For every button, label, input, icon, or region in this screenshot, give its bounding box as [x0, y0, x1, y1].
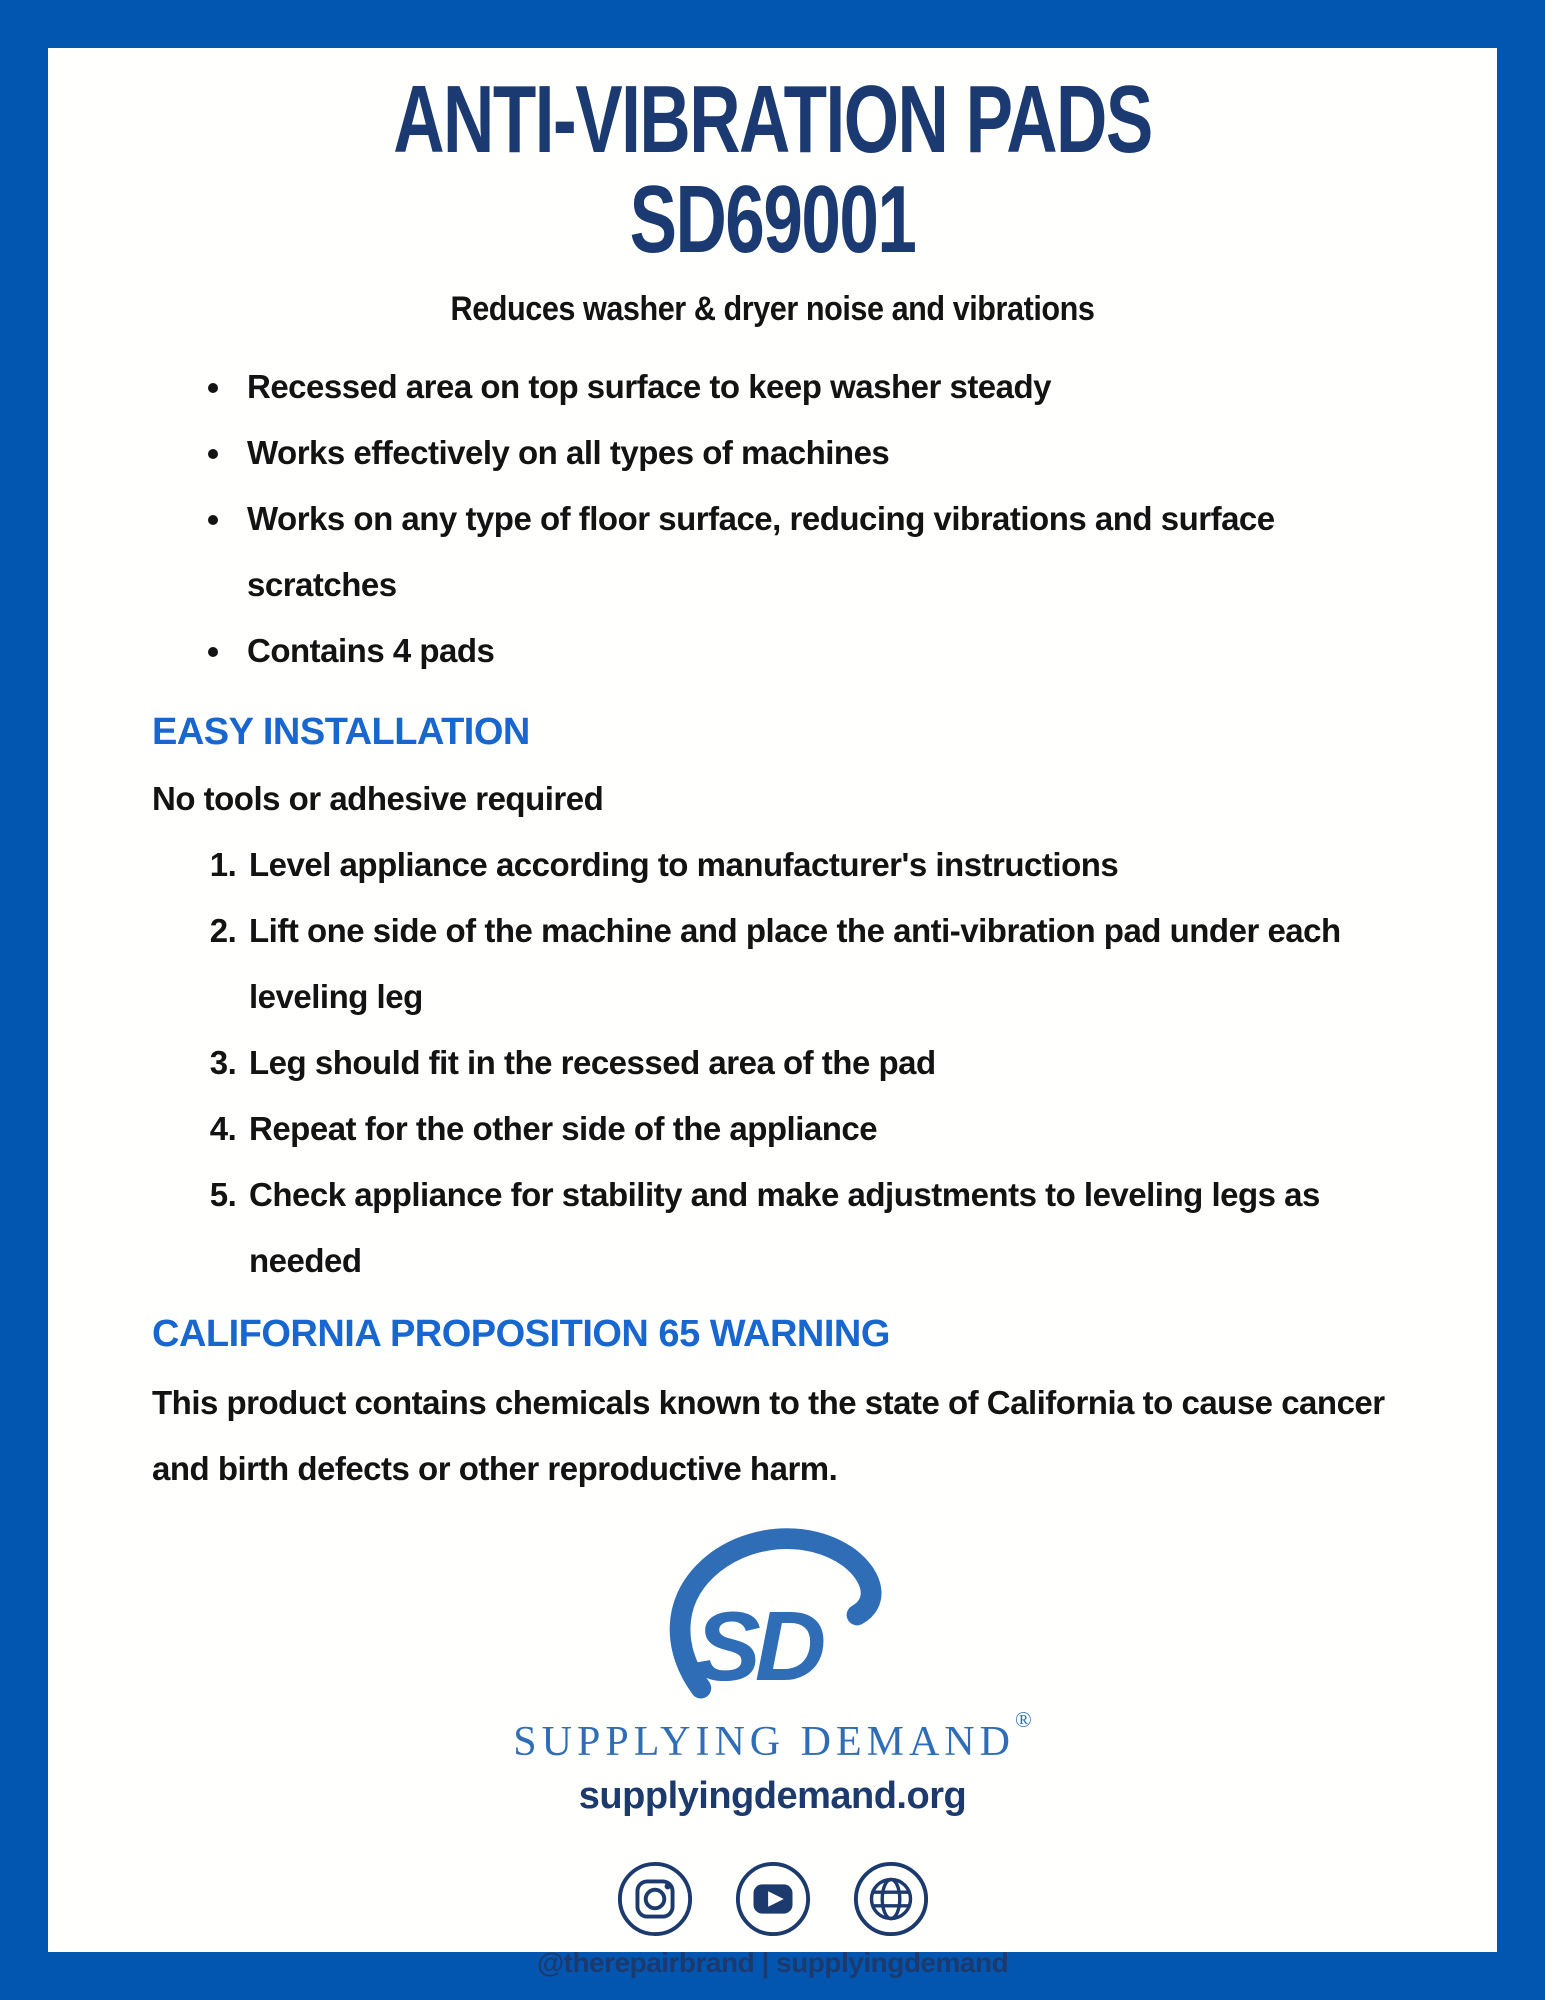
title-line-1: ANTI-VIBRATION PADS [393, 66, 1152, 173]
page-title [313, 66, 1231, 273]
youtube-icon[interactable] [734, 1860, 812, 1938]
sheet-background [48, 48, 1497, 1978]
globe-icon[interactable] [852, 1860, 930, 1938]
list-item: 2. Lift one side of the machine and place the anti-vibration pad under each leveling leg [245, 898, 1393, 1030]
list-item: 3. Leg should fit in the recessed area of the pad [245, 1030, 1393, 1096]
social-icons-row [48, 1860, 1497, 1938]
subtitle: Reduces washer & dryer noise and vibrations [450, 290, 1095, 328]
title-line-2: SD69001 [629, 166, 916, 273]
list-item: • Contains 4 pads [235, 618, 1393, 684]
prop65-body: This product contains chemicals known to the state of California to cause cancer and birth defects or other reproductive harm. [152, 1384, 1385, 1487]
list-item: 4. Repeat for the other side of the appliance [245, 1096, 1393, 1162]
brand-block [48, 1526, 1497, 1980]
website-link[interactable]: supplyingdemand.org [578, 1775, 967, 1817]
instagram-icon[interactable] [616, 1860, 694, 1938]
brand-name [48, 1696, 1497, 1766]
social-handles: @therepairbrand | supplyingdemand [536, 1947, 1009, 1978]
list-item: • Works on any type of floor surface, reducing vibrations and surface scratches [235, 486, 1393, 618]
list-item: 5. Check appliance for stability and make adjustments to leveling legs as needed [245, 1162, 1393, 1294]
prop65-heading: CALIFORNIA PROPOSITION 65 WARNING [152, 1313, 890, 1355]
logo-monogram-text: SD [694, 1591, 820, 1702]
registered-mark: ® [1014, 1707, 1032, 1732]
brand-name-text: SUPPLYING DEMAND [513, 1719, 1015, 1765]
sheet-content [48, 66, 1497, 1502]
feature-list [152, 354, 1393, 684]
list-item: • Recessed area on top surface to keep washer steady [235, 354, 1393, 420]
installation-intro: No tools or adhesive required [152, 780, 604, 817]
supplying-demand-logo-icon [648, 1526, 898, 1702]
list-item: • Works effectively on all types of machines [235, 420, 1393, 486]
installation-steps-list [152, 832, 1393, 1294]
easy-installation-heading: EASY INSTALLATION [152, 711, 530, 753]
list-item: 1. Level appliance according to manufacturer's instructions [245, 832, 1393, 898]
